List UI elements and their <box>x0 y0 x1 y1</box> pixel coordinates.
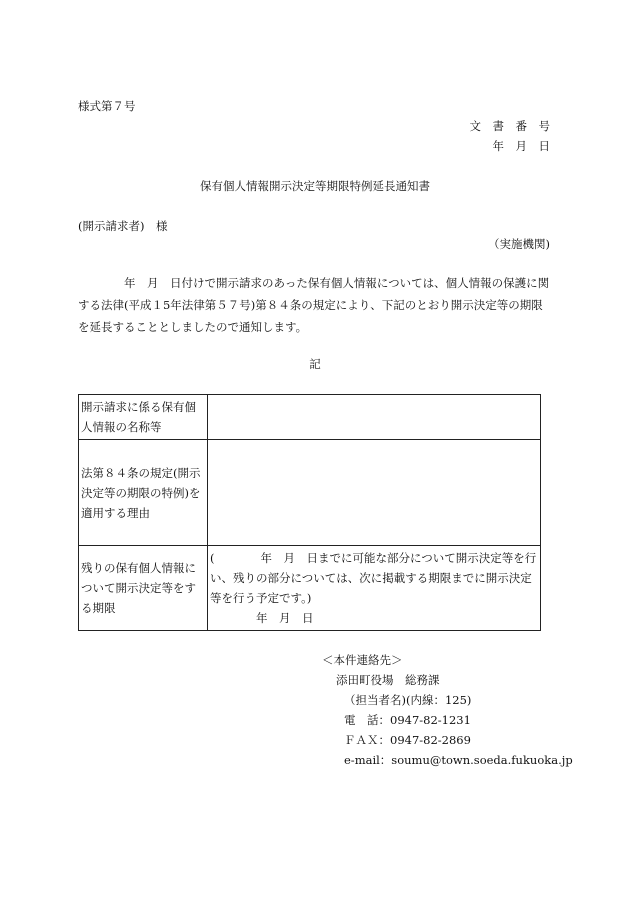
issuer: （実施機関) <box>488 237 550 251</box>
deadline-date: 年 月 日 <box>256 611 314 625</box>
contact-block <box>322 650 573 770</box>
document-number: 文 書 番 号 <box>469 119 550 133</box>
contact-header: ＜本件連絡先＞ <box>322 653 403 667</box>
deadline-note: ( 年 月 日までに可能な部分について開示決定等を行い、残りの部分については、次に掲載する期限までに開示決定等を行う予定です。) <box>210 551 537 605</box>
contact-office: 添田町役場 総務課 <box>336 673 440 687</box>
row-label: 法第８４条の規定(開示決定等の期限の特例)を適用する理由 <box>79 440 208 546</box>
row-value <box>208 546 541 631</box>
contact-tel: 電 話：0947-82-1231 <box>344 713 471 727</box>
body-text: 年 月 日付けで開示請求のあった保有個人情報については、個人情報の保護に関する法律(平成１5年法律第５７号)第８４条の規定により、下記のとおり開示決定等の期限を延長することとしましたので通知します。 <box>78 276 550 334</box>
contact-person: （担当者名)(内線：125) <box>344 693 472 707</box>
ki-heading: 記 <box>309 357 321 371</box>
table-row <box>79 395 541 440</box>
contact-fax: ＦＡＸ：0947-82-2869 <box>344 733 471 747</box>
row-label: 残りの保有個人情報について開示決定等をする期限 <box>79 546 208 631</box>
table-row <box>79 546 541 631</box>
body-paragraph <box>78 272 554 338</box>
document-title: 保有個人情報開示決定等期限特例延長通知書 <box>200 179 430 193</box>
row-label: 開示請求に係る保有個人情報の名称等 <box>79 395 208 440</box>
date-line: 年 月 日 <box>492 139 550 153</box>
contact-email[interactable]: e-mail：soumu@town.soeda.fukuoka.jp <box>344 753 573 767</box>
details-table <box>78 394 541 631</box>
table-row <box>79 440 541 546</box>
recipient: (開示請求者) 様 <box>78 219 168 233</box>
row-value <box>208 395 541 440</box>
row-value <box>208 440 541 546</box>
form-number: 様式第７号 <box>78 99 136 113</box>
